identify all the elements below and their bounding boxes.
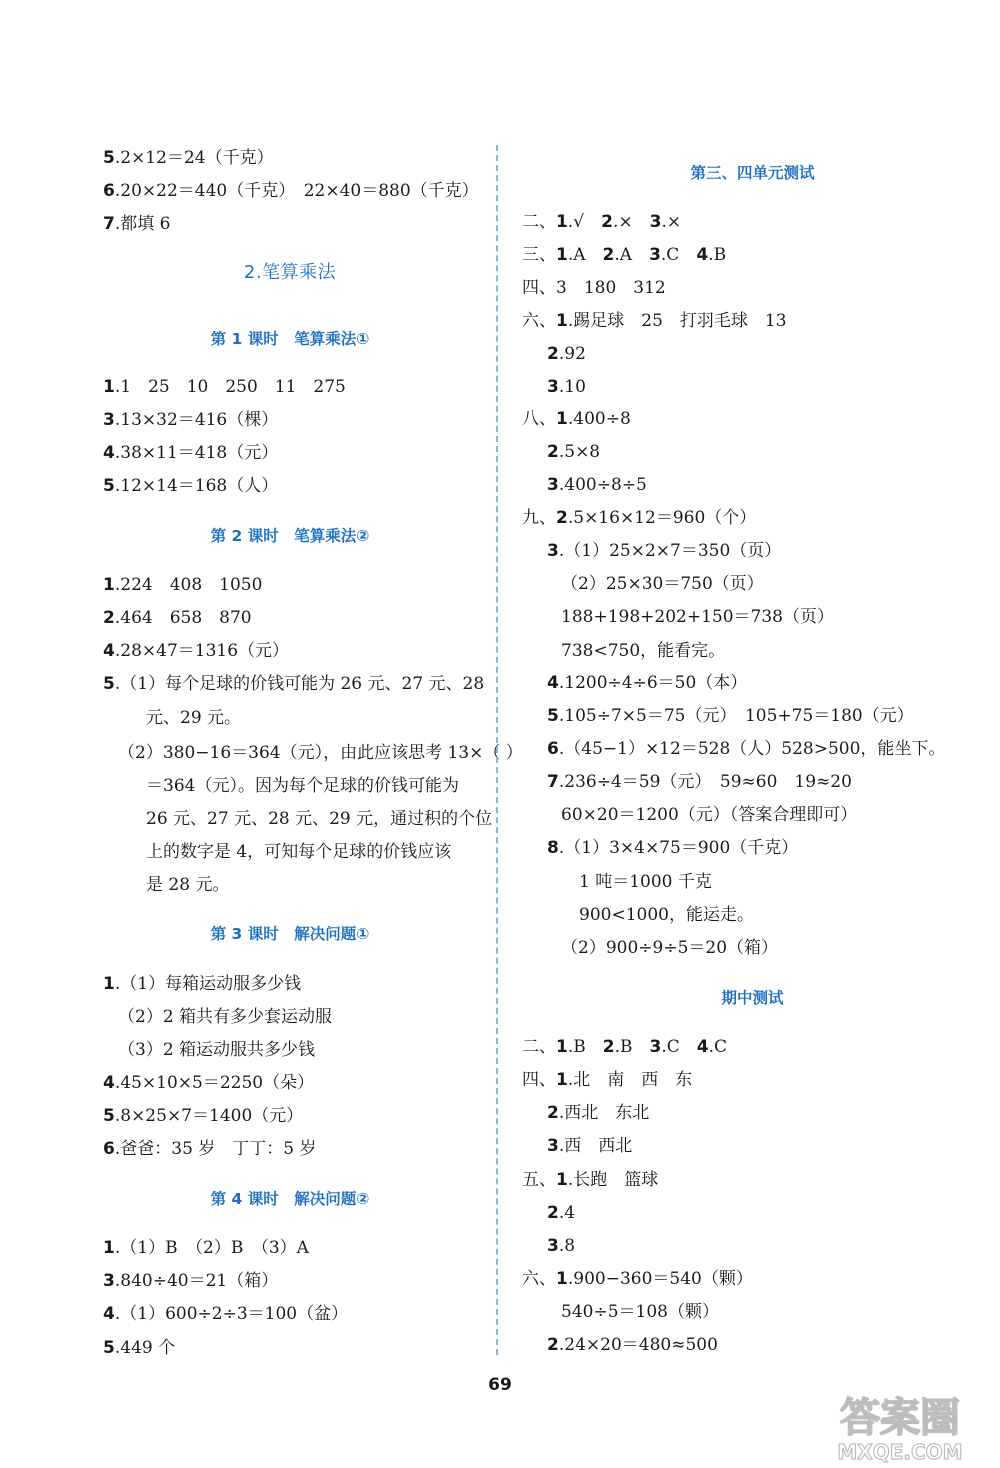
- test-title: 第三、四单元测试: [690, 164, 815, 182]
- answer-line: 2.5×8: [547, 442, 601, 462]
- answer-line: 元、29 元。: [146, 708, 242, 728]
- answer-line: （2）25×30＝750（页）: [561, 574, 764, 594]
- answer-line: （2）900÷9÷5＝20（箱）: [561, 938, 779, 958]
- answer-line: 5.（1）每个足球的价钱可能为 26 元、27 元、28: [103, 674, 485, 694]
- answer-line: 5.8×25×7＝1400（元）: [103, 1106, 304, 1126]
- answer-line: 3.8: [547, 1236, 576, 1256]
- answer-line: 3.10: [547, 377, 586, 397]
- page-number: 69: [488, 1375, 512, 1395]
- watermark-url: MXQE.COM: [837, 1440, 963, 1463]
- answer-line: 1.1 25 10 250 11 275: [103, 377, 346, 397]
- lesson-title: 第 4 课时 解决问题②: [210, 1190, 370, 1208]
- answer-line: 4.45×10×5＝2250（朵）: [103, 1073, 315, 1093]
- answer-line: 3.西 西北: [547, 1136, 633, 1156]
- answer-line: 1 吨＝1000 千克: [579, 872, 712, 892]
- answer-line: 1.224 408 1050: [103, 575, 263, 595]
- answer-line: 2.24×20＝480≈500: [547, 1335, 718, 1355]
- answer-line: 二、1.√ 2.× 3.×: [522, 212, 682, 232]
- answer-line: 4.28×47＝1316（元）: [103, 641, 290, 661]
- answer-line: 3.400÷8÷5: [547, 475, 647, 495]
- lesson-title: 第 1 课时 笔算乘法①: [210, 330, 370, 348]
- answer-line: 2.92: [547, 344, 586, 364]
- answer-line: 540÷5＝108（颗）: [561, 1302, 719, 1322]
- answer-line: 1.（1）每箱运动服多少钱: [103, 974, 302, 994]
- lesson-title: 第 3 课时 解决问题①: [210, 925, 370, 943]
- answer-line: 四、1.北 南 西 东: [522, 1070, 693, 1090]
- answer-line: 4.38×11＝418（元）: [103, 443, 279, 463]
- answer-line: 5.449 个: [103, 1338, 176, 1358]
- answer-line: 1.（1）B （2）B （3）A: [103, 1238, 309, 1258]
- answer-line: （2）380−16＝364（元），由此应该思考 13×（ ）: [118, 743, 523, 763]
- answer-line: 上的数字是 4，可知每个足球的价钱应该: [146, 842, 452, 862]
- answer-line: 2.464 658 870: [103, 608, 252, 628]
- answer-line: 738<750，能看完。: [561, 641, 726, 661]
- answer-line: 3.13×32＝416（棵）: [103, 410, 279, 430]
- answer-line: 2.4: [547, 1203, 576, 1223]
- answer-line: 6.爸爸：35 岁 丁丁：5 岁: [103, 1139, 317, 1159]
- answer-line: 六、1.踢足球 25 打羽毛球 13: [522, 311, 787, 331]
- answer-line: 是 28 元。: [146, 875, 230, 895]
- answer-line: 三、1.A 2.A 3.C 4.B: [522, 245, 727, 265]
- test-title: 期中测试: [721, 989, 784, 1007]
- answer-line: 3.（1）25×2×7＝350（页）: [547, 541, 782, 561]
- section-title: 2.笔算乘法: [243, 262, 337, 283]
- answer-line: 5.2×12＝24（千克）: [103, 148, 274, 168]
- answer-line: 7.都填 6: [103, 214, 171, 234]
- answer-line: 3.840÷40＝21（箱）: [103, 1271, 279, 1291]
- answer-line: （2）2 箱共有多少套运动服: [118, 1007, 333, 1027]
- answer-line: 6.（45−1）×12＝528（人）528>500，能坐下。: [547, 739, 946, 759]
- answer-line: 5.105÷7×5＝75（元） 105+75＝180（元）: [547, 706, 914, 726]
- answer-line: 6.20×22＝440（千克） 22×40＝880（千克）: [103, 181, 479, 201]
- answer-line: 四、3 180 312: [522, 278, 666, 298]
- watermark-text: 答案圈: [840, 1395, 960, 1441]
- answer-line: ＝364（元）。因为每个足球的价钱可能为: [146, 776, 459, 796]
- answer-line: 7.236÷4＝59（元） 59≈60 19≈20: [547, 772, 852, 792]
- answer-line: 60×20＝1200（元）（答案合理即可）: [561, 805, 858, 825]
- answer-line: 五、1.长跑 篮球: [522, 1170, 659, 1190]
- answer-line: 2.西北 东北: [547, 1103, 650, 1123]
- lesson-title: 第 2 课时 笔算乘法②: [210, 527, 370, 545]
- answer-line: （3）2 箱运动服共多少钱: [118, 1040, 316, 1060]
- answer-line: 900<1000，能运走。: [579, 905, 754, 925]
- answer-line: 六、1.900−360＝540（颗）: [522, 1269, 753, 1289]
- answer-line: 二、1.B 2.B 3.C 4.C: [522, 1037, 728, 1057]
- answer-line: 九、2.5×16×12＝960（个）: [522, 508, 757, 528]
- answer-line: 5.12×14＝168（人）: [103, 476, 279, 496]
- answer-line: 188+198+202+150＝738（页）: [561, 607, 834, 627]
- answer-line: 26 元、27 元、28 元、29 元，通过积的个位: [146, 809, 493, 829]
- watermark-logo: [805, 1385, 995, 1463]
- answer-line: 8.（1）3×4×75＝900（千克）: [547, 838, 799, 858]
- column-divider: [496, 145, 498, 1355]
- answer-line: 4.1200÷4÷6＝50（本）: [547, 673, 748, 693]
- answer-line: 4.（1）600÷2÷3＝100（盆）: [103, 1304, 349, 1324]
- answer-line: 八、1.400÷8: [522, 409, 631, 429]
